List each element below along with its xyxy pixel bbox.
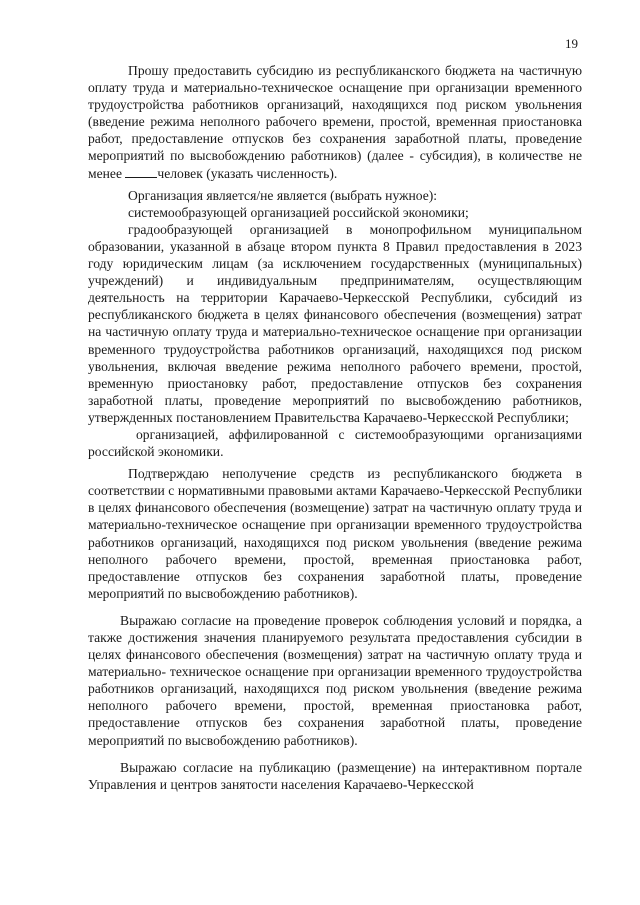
option-affiliated: организацией, аффилированной с системообразующими организациями российской экономики. [88, 426, 582, 460]
inspection-consent-paragraph: Выражаю согласие на проведение проверок соблюдения условий и порядка, а также достижения значения планируемого результата предоставления субсидии в целях финансового обеспечения (возмещения) затрат на частичную оплату труда и материально- техническое оснащение при организации временного трудоустройства работников организаций, находящихся под риском увольнения (введение режима неполного рабочего времени, простой, временная приостановка работ, предоставление отпусков без сохранения заработной платы, проведение мероприятий по высвобождению работников). [88, 612, 582, 748]
document-body [88, 62, 582, 793]
subsidy-request-text-end: человек (указать численность). [157, 165, 338, 181]
subsidy-request-paragraph [88, 62, 582, 182]
non-receipt-confirmation-paragraph: Подтверждаю неполучение средств из республиканского бюджета в соответствии с нормативными правовыми актами Карачаево-Черкесской Республики в целях финансового обеспечения (возмещение) затрат на частичную оплату труда и материально-техническое оснащение при организации временного трудоустройства работников организаций, находящихся под риском увольнения (введение режима неполного рабочего времени, простой, временная приостановка работ, предоставление отпусков без сохранения заработной платы, проведение мероприятий по высвобождению работников). [88, 466, 582, 601]
page-number: 19 [565, 36, 578, 51]
option-system-forming: системообразующей организацией российской экономики; [128, 204, 469, 220]
organization-status-paragraph: Организация является/не является (выбрать нужное): [128, 187, 438, 203]
option-city-forming: градообразующей организацией в монопрофильном муниципальном образовании, указанной в абзаце втором пункта 8 Правил предоставления в 2023 году юридическим лицам (за исключением государственных (муниципальных) учреждений) и индивидуальным предпринимателям, осуществляющим деятельность на территории Карачаево-Черкесской Республики, субсидий из республиканского бюджета в целях финансового обеспечения (возмещения) затрат на частичную оплату труда и материально-техническое оснащение при организации временного трудоустройства работников организаций, находящихся под риском увольнения, включая введение режима неполного рабочего времени, простой, временную приостановку работ, предоставление отпусков без сохранения заработной платы, проведение мероприятий по высвобождению работников, утвержденных постановлением Правительства Карачаево-Черкесской Республики; [88, 221, 582, 425]
headcount-blank-field [125, 166, 157, 178]
publication-consent-paragraph: Выражаю согласие на публикацию (размещение) на интерактивном портале Управления и центров занятости населения Карачаево-Черкесской [88, 759, 582, 792]
subsidy-request-text: Прошу предоставить субсидию из республиканского бюджета на частичную оплату труда и материально-техническое оснащение при организации временного трудоустройства работников организаций, находящихся под риском увольнения (введение режима неполного рабочего времени, простой, временная приостановка работ, предоставление отпусков без сохранения заработной платы, проведение мероприятий по высвобождению работников) (далее - субсидия), в количестве не менее [88, 63, 582, 181]
